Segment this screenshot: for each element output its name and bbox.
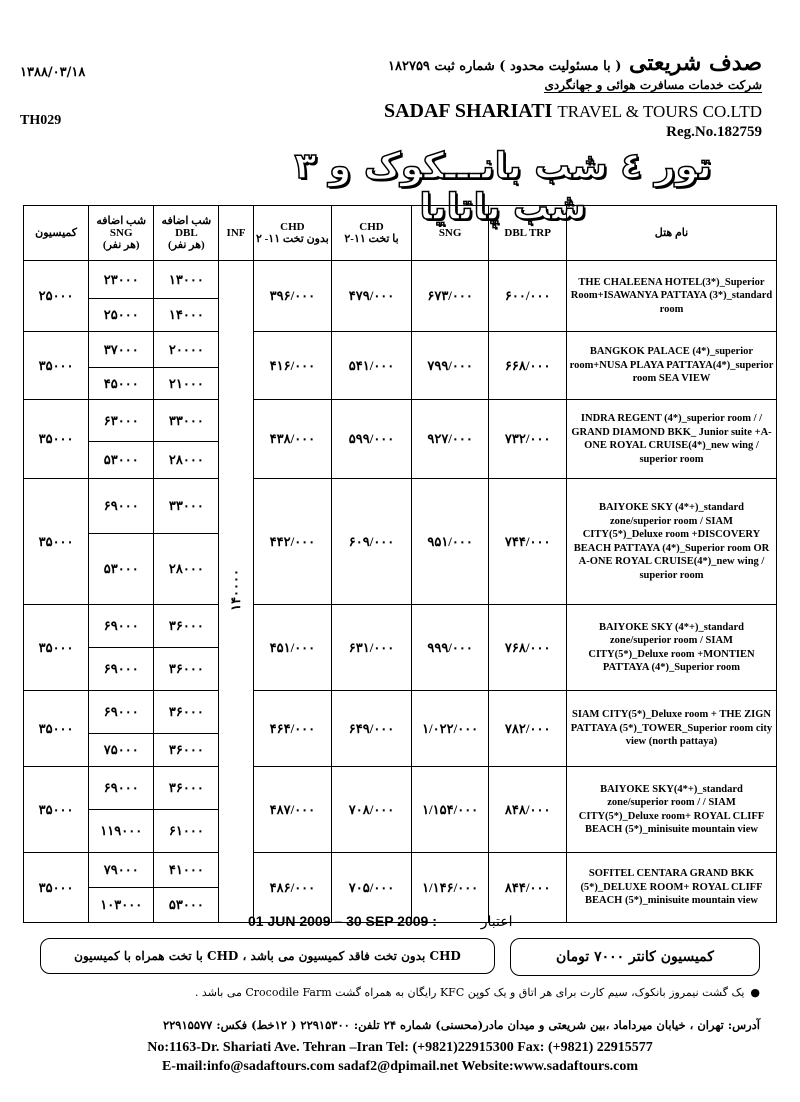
dbl-cell: ۷۶۸/۰۰۰ — [489, 605, 567, 691]
company-name-en — [384, 100, 762, 123]
sng-cell: ۷۹۹/۰۰۰ — [411, 332, 489, 400]
commission-cell: ۳۵۰۰۰ — [24, 400, 89, 479]
dbl-cell: ۶۰۰/۰۰۰ — [489, 261, 567, 332]
hotel-cell: SOFITEL CENTARA GRAND BKK (5*)_DELUXE ROOM+ ROYAL CLIFF BEACH (5*)_minisuite mountain view — [566, 853, 776, 923]
dbl-cell: ۷۳۲/۰۰۰ — [489, 400, 567, 479]
chd-bed-cell: ۴۷۹/۰۰۰ — [332, 261, 412, 332]
chd-bed-cell: ۵۴۱/۰۰۰ — [332, 332, 412, 400]
inf-value: ۱۴۰۰۰۰ — [228, 568, 244, 611]
chd-bed-cell: ۵۹۹/۰۰۰ — [332, 400, 412, 479]
extra-sng-cell: ۶۹۰۰۰ — [89, 479, 154, 534]
chd-bed-cell: ۶۴۹/۰۰۰ — [332, 691, 412, 767]
hotel-cell: BANGKOK PALACE (4*)_superior room+NUSA PLAYA PATTAYA(4*)_superior room SEA VIEW — [566, 332, 776, 400]
sng-cell: ۱/۱۴۶/۰۰۰ — [411, 853, 489, 923]
price-table-body — [24, 261, 777, 923]
address-fa: آدرس: تهران ، خیابان میرداماد ،بین شریعتی و میدان مادر(محسنی) شماره ۲۴ تلفن: ۲۲۹۱۵۳۰۰ ( ۱۲خط) فکس: ۲۲۹۱۵۵۷۷ — [162, 1018, 760, 1032]
commission-cell: ۳۵۰۰۰ — [24, 332, 89, 400]
extra-sng-cell: ۶۳۰۰۰ — [89, 400, 154, 442]
company-name-fa — [388, 50, 762, 76]
price-table — [23, 205, 777, 923]
sng-cell: ۹۹۹/۰۰۰ — [411, 605, 489, 691]
table-row — [24, 605, 777, 648]
table-row — [24, 332, 777, 368]
extra-sng-cell-2: ۱۰۳۰۰۰ — [89, 888, 154, 923]
company-subtitle-fa: شرکت خدمات مسافرت هوائی و جهانگردی — [544, 78, 762, 92]
sng-cell: ۶۷۳/۰۰۰ — [411, 261, 489, 332]
hotel-cell: THE CHALEENA HOTEL(3*)_Superior Room+ISAWANYA PATTAYA (3*)_standard room — [566, 261, 776, 332]
extra-dbl-cell-2: ۳۶۰۰۰ — [154, 648, 219, 691]
extra-dbl-cell: ۱۳۰۰۰ — [154, 261, 219, 299]
header-extra-sng — [89, 206, 154, 261]
hotel-cell: BAIYOKE SKY (4*+)_standard zone/superior room / SIAM CITY(5*)_Deluxe room +MONTIEN PATTAYA (4*)_Superior room — [566, 605, 776, 691]
extra-dbl-cell-2: ۲۸۰۰۰ — [154, 534, 219, 605]
validity-label: اعتبار — [480, 913, 513, 929]
header-hotel: نام هتل — [566, 206, 776, 261]
table-row — [24, 853, 777, 888]
commission-cell: ۳۵۰۰۰ — [24, 479, 89, 605]
extra-sng-cell-2: ۲۵۰۰۰ — [89, 299, 154, 332]
extra-sng-cell-2: ۱۱۹۰۰۰ — [89, 810, 154, 853]
hotel-cell: SIAM CITY(5*)_Deluxe room + THE ZIGN PATTAYA (5*)_TOWER_Superior room city view (north pattaya) — [566, 691, 776, 767]
sng-cell: ۹۲۷/۰۰۰ — [411, 400, 489, 479]
chd-commission-note: CHD بدون تخت فاقد کمیسیون می باشد ، CHD با تخت همراه با کمیسیون — [40, 938, 495, 974]
contact-en: E-mail:info@sadaftours.com sadaf2@dpimail.net Website:www.sadaftours.com — [161, 1059, 639, 1074]
extra-sng-cell: ۳۷۰۰۰ — [89, 332, 154, 368]
counter-commission-note: کمیسیون کانتر ۷۰۰۰ تومان — [510, 938, 760, 976]
tour-code: TH029 — [20, 113, 62, 128]
sng-cell: ۱/۰۲۲/۰۰۰ — [411, 691, 489, 767]
commission-cell: ۲۵۰۰۰ — [24, 261, 89, 332]
dbl-cell: ۶۶۸/۰۰۰ — [489, 332, 567, 400]
chd-nobed-cell: ۴۴۲/۰۰۰ — [253, 479, 332, 605]
extra-dbl-cell: ۴۱۰۰۰ — [154, 853, 219, 888]
dbl-cell: ۷۴۴/۰۰۰ — [489, 479, 567, 605]
extra-sng-cell: ۶۹۰۰۰ — [89, 691, 154, 734]
chd-nobed-cell: ۴۵۱/۰۰۰ — [253, 605, 332, 691]
extra-dbl-cell: ۳۳۰۰۰ — [154, 400, 219, 442]
extra-dbl-cell-2: ۶۱۰۰۰ — [154, 810, 219, 853]
extra-sng-cell-2: ۵۳۰۰۰ — [89, 442, 154, 479]
extra-sng-cell: ۶۹۰۰۰ — [89, 605, 154, 648]
hotel-cell: BAIYOKE SKY (4*+)_standard zone/superior room / SIAM CITY(5*)_Deluxe room +DISCOVERY BEACH PATTAYA (4*)_Superior room OR A-ONE ROYAL CRUISE(4*)_new wing / superior room — [566, 479, 776, 605]
header-dbl: DBL TRP — [489, 206, 567, 261]
header-chd-nobed-label: CHD — [280, 221, 305, 233]
header-chd-bed-sub: با تخت ۱۱-۲ — [344, 233, 399, 245]
chd-nobed-cell: ۴۶۴/۰۰۰ — [253, 691, 332, 767]
extra-sng-cell: ۷۹۰۰۰ — [89, 853, 154, 888]
header-inf: INF — [219, 206, 253, 261]
header-extra-dbl — [154, 206, 219, 261]
sng-cell: ۹۵۱/۰۰۰ — [411, 479, 489, 605]
extra-dbl-cell-2: ۵۳۰۰۰ — [154, 888, 219, 923]
header-commission: کمیسیون — [24, 206, 89, 261]
extra-dbl-cell: ۳۶۰۰۰ — [154, 691, 219, 734]
registration-number: Reg.No.182759 — [666, 124, 762, 140]
document-date: ۱۳۸۸/۰۳/۱۸ — [20, 65, 86, 80]
chd-nobed-cell: ۴۸۶/۰۰۰ — [253, 853, 332, 923]
header-extra-dbl-sub: (هر نفر) — [168, 239, 205, 251]
company-name-en-main: SADAF SHARIATI — [383, 100, 553, 122]
table-row — [24, 767, 777, 810]
hotel-cell: BAIYOKE SKY(4*+)_standard zone/superior room / / SIAM CITY(5*)_Deluxe room+ ROYAL CLIFF BEACH (5*)_minisuite mountain view — [566, 767, 776, 853]
company-name-fa-title: صدف شریعتی — [629, 50, 762, 76]
extra-dbl-cell: ۳۶۰۰۰ — [154, 605, 219, 648]
chd-nobed-cell: ۳۹۶/۰۰۰ — [253, 261, 332, 332]
company-name-en-rest: TRAVEL & TOURS CO.LTD — [557, 102, 762, 121]
chd-bed-cell: ۷۰۵/۰۰۰ — [332, 853, 412, 923]
table-row — [24, 691, 777, 734]
dbl-cell: ۷۸۲/۰۰۰ — [489, 691, 567, 767]
chd-nobed-cell: ۴۱۶/۰۰۰ — [253, 332, 332, 400]
chd-nobed-cell: ۴۸۷/۰۰۰ — [253, 767, 332, 853]
extra-sng-cell: ۶۹۰۰۰ — [89, 767, 154, 810]
extra-dbl-cell-2: ۲۸۰۰۰ — [154, 442, 219, 479]
dbl-cell: ۸۴۸/۰۰۰ — [489, 767, 567, 853]
extra-sng-cell-2: ۵۳۰۰۰ — [89, 534, 154, 605]
tour-title: تور ٤ شب بانـــکوک و ۳ شب پاتایا — [294, 146, 712, 228]
extra-dbl-cell: ۲۰۰۰۰ — [154, 332, 219, 368]
extra-dbl-cell-2: ۱۴۰۰۰ — [154, 299, 219, 332]
chd-nobed-cell: ۴۳۸/۰۰۰ — [253, 400, 332, 479]
header-extra-sng-label: شب اضافه SNG — [96, 215, 147, 239]
table-row — [24, 400, 777, 442]
chd-bed-cell: ۶۰۹/۰۰۰ — [332, 479, 412, 605]
commission-cell: ۳۵۰۰۰ — [24, 691, 89, 767]
address-en: No:1163-Dr. Shariati Ave. Tehran –Iran Tel: (+9821)22915300 Fax: (+9821) 22915577 — [147, 1040, 653, 1055]
header-chd-nobed-sub: بدون تخت ۱۱- ۲ — [255, 233, 329, 245]
sng-cell: ۱/۱۵۴/۰۰۰ — [411, 767, 489, 853]
bullet-icon: ● — [750, 986, 760, 999]
header-sng: SNG — [411, 206, 489, 261]
validity-line — [248, 913, 513, 930]
extra-sng-cell-2: ۶۹۰۰۰ — [89, 648, 154, 691]
header-chd-bed-label: CHD — [359, 221, 384, 233]
extra-dbl-cell: ۳۳۰۰۰ — [154, 479, 219, 534]
inf-cell — [219, 261, 253, 923]
header-chd-bed — [332, 206, 412, 261]
commission-cell: ۳۵۰۰۰ — [24, 853, 89, 923]
validity-dates: 01 JUN 2009 – 30 SEP 2009 : — [248, 913, 437, 929]
included-services-note — [40, 986, 760, 999]
commission-cell: ۳۵۰۰۰ — [24, 767, 89, 853]
table-row — [24, 261, 777, 299]
company-name-fa-note: ( با مسئولیت محدود ) شماره ثبت ۱۸۲۷۵۹ — [388, 59, 622, 74]
extra-sng-cell-2: ۴۵۰۰۰ — [89, 368, 154, 400]
commission-cell: ۳۵۰۰۰ — [24, 605, 89, 691]
table-header-row — [24, 206, 777, 261]
table-row — [24, 479, 777, 534]
extra-dbl-cell-2: ۲۱۰۰۰ — [154, 368, 219, 400]
extra-dbl-cell-2: ۳۶۰۰۰ — [154, 734, 219, 767]
chd-bed-cell: ۷۰۸/۰۰۰ — [332, 767, 412, 853]
header-extra-sng-sub: (هر نفر) — [102, 239, 140, 251]
chd-bed-cell: ۶۳۱/۰۰۰ — [332, 605, 412, 691]
dbl-cell: ۸۴۴/۰۰۰ — [489, 853, 567, 923]
hotel-cell: INDRA REGENT (4*)_superior room / / GRAND DIAMOND BKK_ Junior suite +A-ONE ROYAL CRUISE(4*)_new wing / superior room — [566, 400, 776, 479]
included-services-text: یک گشت نیمروز بانکوک، سیم کارت برای هر اتاق و یک کوپن KFC رایگان به همراه گشت Crocodile Farm می باشد . — [194, 986, 745, 999]
extra-sng-cell: ۲۳۰۰۰ — [89, 261, 154, 299]
header-chd-nobed — [253, 206, 332, 261]
extra-sng-cell-2: ۷۵۰۰۰ — [89, 734, 154, 767]
extra-dbl-cell: ۳۶۰۰۰ — [154, 767, 219, 810]
header-extra-dbl-label: شب اضافه DBL — [161, 215, 212, 239]
